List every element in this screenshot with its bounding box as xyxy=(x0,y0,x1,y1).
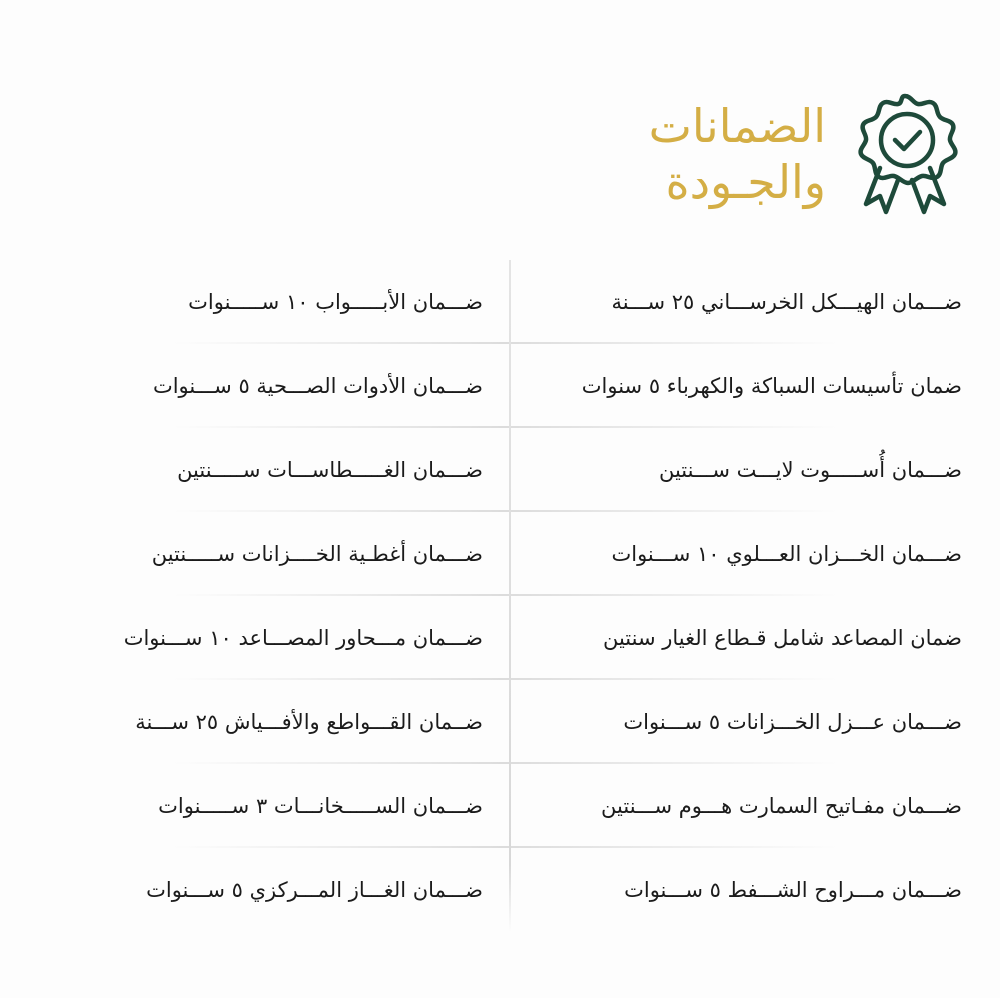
warranty-item: ضمان المصاعد شامل قـطاع الغيار سنتين xyxy=(505,596,980,680)
warranty-item: ضـــمان عـــزل الخـــزانات ٥ ســـنوات xyxy=(505,680,980,764)
warranty-item: ضـــمان الغـــاز المـــركزي ٥ ســـنوات xyxy=(146,878,483,902)
warranty-item: ضـــمان مـــحاور المصـــاعد ١٠ ســـنوات xyxy=(30,596,505,680)
warranty-column-right xyxy=(505,260,980,932)
warranty-item: ضـــمان الســـــخانـــات ٣ ســـــنوات xyxy=(30,764,505,848)
warranty-item: ضـــمان مفـاتيح السمارت هـــوم ســـنتين xyxy=(505,764,980,848)
quality-badge-check-icon xyxy=(850,90,960,218)
page-title xyxy=(649,98,826,210)
warranty-item: ضـــمان الأدوات الصـــحية ٥ ســـنوات xyxy=(30,344,505,428)
warranty-item: ضـــمان الغـــــطاســـات ســـــنتين xyxy=(30,428,505,512)
warranty-item: ضـــمان الأبـــــواب ١٠ ســـــنوات xyxy=(30,260,505,344)
warranty-item: ضمان تأسيسات السباكة والكهرباء ٥ سنوات xyxy=(505,344,980,428)
title-line-2: والجـودة xyxy=(665,155,826,209)
title-line-1: الضمانات xyxy=(648,99,826,153)
warranty-item: ضـــمان الخـــزان العـــلوي ١٠ ســـنوات xyxy=(505,512,980,596)
header xyxy=(649,90,960,218)
warranty-item: ضـــمان أغطـية الخــــزانات ســـــنتين xyxy=(30,512,505,596)
warranty-item: ضــمان القـــواطع والأفـــياش ٢٥ ســـنة xyxy=(30,680,505,764)
warranty-column-left xyxy=(30,260,505,932)
warranty-item: ضـــمان الهيـــكل الخرســـاني ٢٥ ســـنة xyxy=(505,260,980,344)
warranty-grid xyxy=(30,260,980,932)
column-divider xyxy=(509,260,511,932)
warranty-item: ضـــمان مـــراوح الشـــفط ٥ ســـنوات xyxy=(624,878,962,902)
warranty-item: ضـــمان أُســـــوت لايـــت ســـنتين xyxy=(505,428,980,512)
